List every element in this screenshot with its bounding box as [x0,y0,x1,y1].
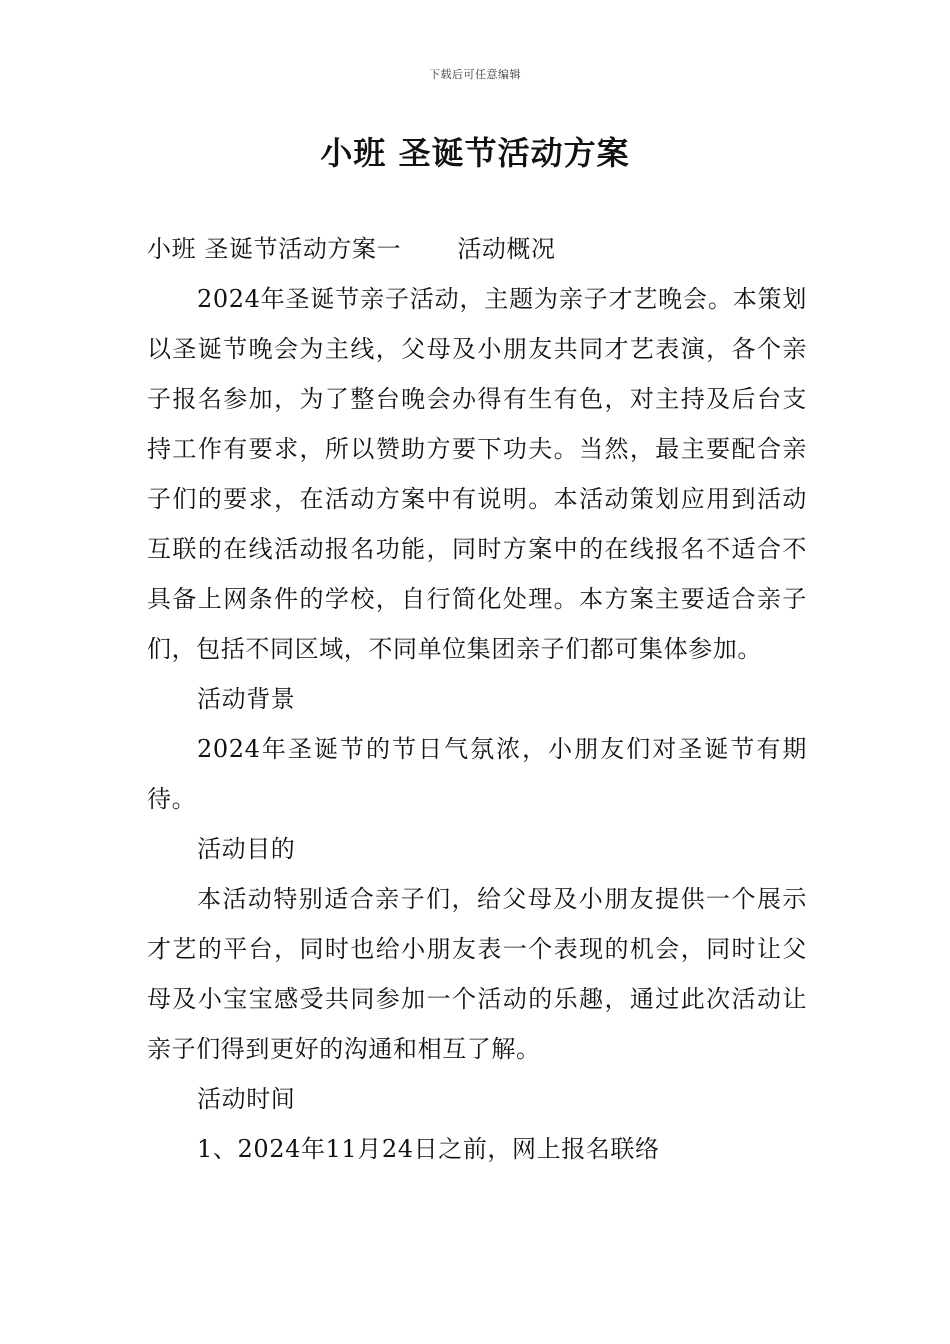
overview-paragraph: 2024年圣诞节亲子活动，主题为亲子才艺晚会。本策划以圣诞节晚会为主线，父母及小朋友共同才艺表演，各个亲子报名参加，为了整台晚会办得有生有色，对主持及后台支持工作有要求，所以赞助方要下功夫。当然，最主要配合亲子们的要求，在活动方案中有说明。本活动策划应用到活动互联的在线活动报名功能，同时方案中的在线报名不适合不具备上网条件的学校，自行简化处理。本方案主要适合亲子们，包括不同区域，不同单位集团亲子们都可集体参加。 [147,285,807,663]
purpose-heading: 活动目的 [197,835,296,863]
lead-section-heading: 活动概况 [457,235,556,263]
time-item-1: 1、2024年11月24日之前，网上报名联络 [197,1135,660,1163]
background-paragraph: 2024年圣诞节的节日气氛浓，小朋友们对圣诞节有期待。 [147,735,807,813]
lead-title: 小班 圣诞节活动方案一 [147,235,402,263]
document-title: 小班 圣诞节活动方案 [320,134,630,172]
header-note: 下载后可任意编辑 [429,68,521,81]
document-body [147,224,807,1174]
background-heading: 活动背景 [197,685,296,713]
time-heading: 活动时间 [197,1085,296,1113]
lead-line [147,224,807,274]
purpose-paragraph: 本活动特别适合亲子们，给父母及小朋友提供一个展示才艺的平台，同时也给小朋友表一个表现的机会，同时让父母及小宝宝感受共同参加一个活动的乐趣，通过此次活动让亲子们得到更好的沟通和相互了解。 [147,885,807,1063]
